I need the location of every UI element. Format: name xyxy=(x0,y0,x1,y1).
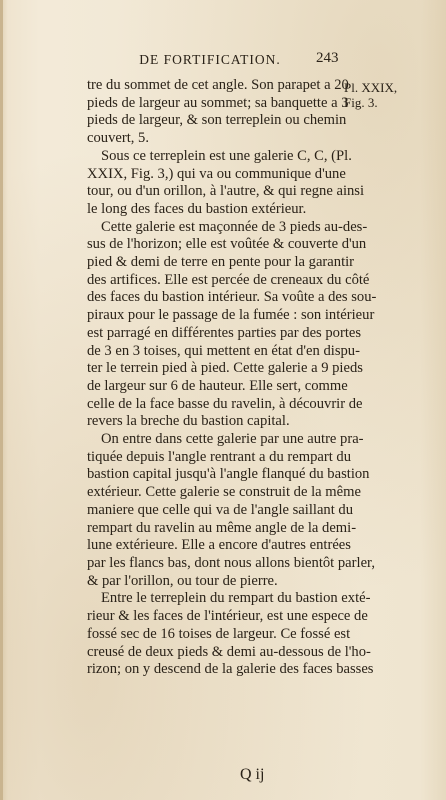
text-line: des faces du bastion intérieur. Sa voûte a des sou- xyxy=(87,289,377,306)
text-line: celle de la face basse du ravelin, à découvrir de xyxy=(87,395,363,412)
text-line: bastion capital jusqu'à l'angle flanqué du bastion xyxy=(87,466,370,483)
text-line: pieds de largeur au sommet; sa banquette a 3 xyxy=(87,94,349,111)
text-line: XXIX, Fig. 3,) qui va ou communique d'une xyxy=(87,165,346,182)
text-line: Entre le terreplein du rempart du bastion exté- xyxy=(101,590,371,607)
running-title: DE FORTIFICATION. xyxy=(139,52,281,67)
text-line: sus de l'horizon; elle est voûtée & couverte d'un xyxy=(87,236,367,253)
text-line: Sous ce terreplein est une galerie C, C, (Pl. xyxy=(101,147,352,164)
text-line: est parragé en différentes parties par des portes xyxy=(87,324,362,341)
text-line: piraux pour le passage de la fumée : son intérieur xyxy=(87,307,375,324)
body-text xyxy=(87,77,377,679)
text-line: pieds de largeur, & son terreplein ou chemin xyxy=(87,112,347,129)
text-line: couvert, 5. xyxy=(87,130,150,147)
margin-note xyxy=(344,80,439,110)
text-line: de 3 en 3 toises, qui mettent en état d'en dispu- xyxy=(87,342,360,359)
text-line: Cette galerie est maçonnée de 3 pieds au-des- xyxy=(101,218,368,235)
text-line: tre du sommet de cet angle. Son parapet a 20 xyxy=(87,77,349,93)
text-line: revers la breche du bastion capital. xyxy=(87,413,290,430)
page-number: 243 xyxy=(316,50,339,66)
text-line: creusé de deux pieds & demi au-dessous de l'ho- xyxy=(87,643,371,660)
text-line: rieur & les faces de l'intérieur, est une espece de xyxy=(87,608,368,625)
text-line: ter le terrein pied à pied. Cette galerie a 9 pieds xyxy=(87,360,363,377)
text-line: par les flancs bas, dont nous allons bientôt parler, xyxy=(87,554,375,571)
text-line: pied & demi de terre en pente pour la garantir xyxy=(87,254,355,271)
page-gutter-edge xyxy=(0,0,3,800)
text-line: des artifices. Elle est percée de creneaux du côté xyxy=(87,271,370,288)
margin-note-plate: Pl. XXIX, xyxy=(344,80,398,95)
margin-note-figure: Fig. 3. xyxy=(344,95,378,110)
text-line: extérieur. Cette galerie se construit de la même xyxy=(87,484,361,501)
text-line: & par l'orillon, ou tour de pierre. xyxy=(87,572,278,589)
signature-mark: Q ij xyxy=(240,766,265,783)
text-line: le long des faces du bastion extérieur. xyxy=(87,200,307,217)
text-line: lune extérieure. Elle a encore d'autres entrées xyxy=(87,537,351,554)
text-line: rempart du ravelin au même angle de la demi- xyxy=(87,519,357,536)
text-line: maniere que celle qui va de l'angle saillant du xyxy=(87,501,354,518)
text-line: rizon; on y descend de la galerie des faces basses xyxy=(87,661,374,678)
text-line: On entre dans cette galerie par une autre pra- xyxy=(101,431,364,448)
text-line: de largeur sur 6 de hauteur. Elle sert, comme xyxy=(87,377,348,394)
text-line: fossé sec de 16 toises de largeur. Ce fossé est xyxy=(87,625,351,642)
text-line: tiquée depuis l'angle rentrant a du rempart du xyxy=(87,448,352,465)
text-line: tour, ou d'un orillon, à l'autre, & qui regne ainsi xyxy=(87,183,365,200)
